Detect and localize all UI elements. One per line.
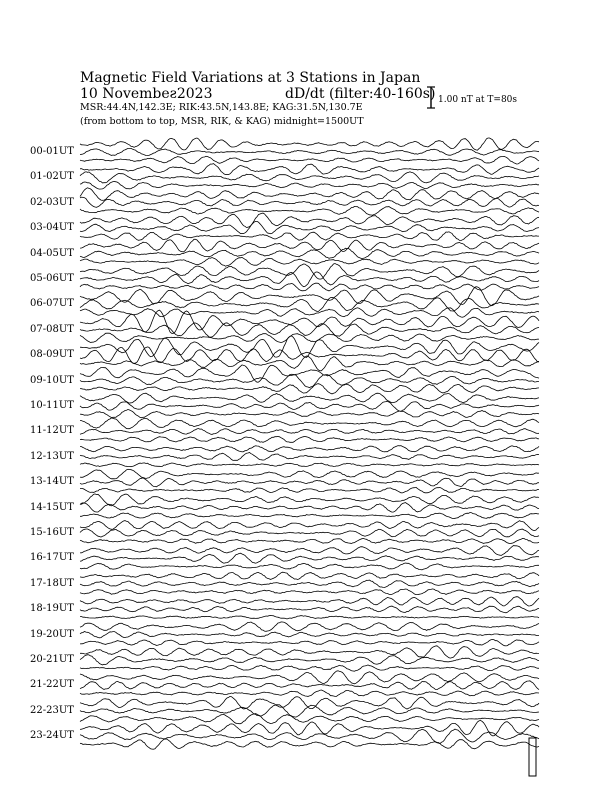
hour-label-11-12UT: 11-12UT [30,425,74,437]
trace-13-14UT-KAG [80,469,539,479]
trace-19-20UT-RIK [80,632,539,638]
trace-22-23UT-MSR [80,714,539,724]
hour-label-09-10UT: 09-10UT [30,374,74,386]
station-order-note: (from bottom to top, MSR, RIK, & KAG) midnight=1500UT [80,116,364,127]
trace-01-02UT-KAG [80,164,539,175]
trace-13-14UT-RIK [80,478,539,487]
trace-19-20UT-KAG [80,622,539,631]
trace-00-01UT-RIK [80,148,539,155]
trace-15-16UT-MSR [80,538,539,543]
trace-04-05UT-MSR [80,257,539,266]
trace-06-07UT-MSR [80,308,539,317]
trace-19-20UT-MSR [80,639,539,646]
hour-label-22-23UT: 22-23UT [30,704,74,716]
end-marker [529,738,536,776]
hour-label-05-06UT: 05-06UT [30,273,74,284]
hour-label-19-20UT: 19-20UT [30,628,74,640]
trace-09-10UT-RIK [80,374,539,387]
hour-label-10-11UT: 10-11UT [30,400,74,411]
stations-info: MSR:44.4N,142.3E; RIK:43.5N,143.8E; KAG:31.5N,130.7E [80,102,363,113]
hour-label-00-01UT: 00-01UT [30,146,74,157]
scale-bar [427,87,435,108]
hour-label-21-22UT: 21-22UT [30,679,74,691]
trace-11-12UT-MSR [80,437,539,443]
trace-04-05UT-KAG [80,239,539,252]
hour-label-17-18UT: 17-18UT [30,577,74,589]
trace-12-13UT-RIK [80,453,539,461]
trace-03-04UT-RIK [80,221,539,233]
trace-12-13UT-MSR [80,463,539,467]
trace-02-03UT-MSR [80,206,539,215]
scale-bar-label: 1.00 nT at T=80s [438,95,518,105]
trace-02-03UT-RIK [80,197,539,207]
trace-05-06UT-MSR [80,283,539,291]
trace-16-17UT-KAG [80,546,539,556]
trace-22-23UT-RIK [80,705,539,718]
hour-label-20-21UT: 20-21UT [30,654,74,665]
trace-10-11UT-MSR [80,409,539,417]
trace-03-04UT-MSR [80,232,539,241]
hour-label-01-02UT: 01-02UT [30,171,74,183]
hour-label-12-13UT: 12-13UT [30,450,74,462]
trace-07-08UT-RIK [80,323,539,337]
trace-20-21UT-RIK [80,655,539,665]
trace-07-08UT-KAG [80,310,539,333]
hour-label-23-24UT: 23-24UT [30,730,74,742]
hour-label-07-08UT: 07-08UT [30,323,74,335]
hour-label-18-19UT: 18-19UT [30,603,74,615]
trace-15-16UT-KAG [80,521,539,531]
trace-21-22UT-RIK [80,681,539,690]
trace-01-02UT-MSR [80,182,539,190]
hour-label-06-07UT: 06-07UT [30,298,74,310]
hour-label-13-14UT: 13-14UT [30,476,74,488]
trace-20-21UT-MSR [80,665,539,671]
hour-label-03-04UT: 03-04UT [30,222,74,234]
trace-00-01UT-MSR [80,156,539,164]
trace-13-14UT-MSR [80,487,539,493]
trace-20-21UT-KAG [80,646,539,658]
hour-label-02-03UT: 02-03UT [30,196,74,208]
trace-04-05UT-RIK [80,248,539,259]
trace-12-13UT-KAG [80,446,539,452]
trace-16-17UT-RIK [80,553,539,563]
trace-09-10UT-KAG [80,365,539,382]
trace-01-02UT-RIK [80,172,539,183]
hour-label-16-17UT: 16-17UT [30,552,74,564]
trace-21-22UT-KAG [80,671,539,684]
trace-10-11UT-RIK [80,401,539,411]
trace-15-16UT-RIK [80,529,539,537]
hour-label-08-09UT: 08-09UT [30,349,74,361]
trace-10-11UT-KAG [80,393,539,403]
trace-08-09UT-MSR [80,356,539,371]
hour-label-15-16UT: 15-16UT [30,527,74,538]
trace-23-24UT-RIK [80,729,539,744]
filter-label: dD/dt (filter:40-160s) [285,86,436,102]
hour-label-04-05UT: 04-05UT [30,247,74,259]
chart-title: Magnetic Field Variations at 3 Stations in Japan [80,70,421,86]
trace-18-19UT-RIK [80,606,539,613]
trace-14-15UT-KAG [80,494,539,506]
trace-11-12UT-KAG [80,418,539,429]
trace-14-15UT-MSR [80,513,539,519]
trace-21-22UT-MSR [80,690,539,696]
trace-05-06UT-RIK [80,272,539,287]
trace-09-10UT-MSR [80,384,539,394]
trace-23-24UT-KAG [80,720,539,735]
trace-17-18UT-KAG [80,572,539,579]
trace-22-23UT-KAG [80,696,539,709]
trace-16-17UT-MSR [80,563,539,570]
trace-06-07UT-KAG [80,287,539,306]
trace-17-18UT-MSR [80,589,539,595]
trace-05-06UT-KAG [80,264,539,280]
trace-03-04UT-KAG [80,213,539,227]
trace-00-01UT-KAG [80,138,539,150]
trace-23-24UT-MSR [80,739,539,749]
trace-18-19UT-MSR [80,616,539,620]
traces [80,138,539,749]
trace-11-12UT-RIK [80,429,539,435]
trace-14-15UT-RIK [80,503,539,512]
date-label: 10 Novembeƨ2023 [80,86,213,102]
trace-17-18UT-RIK [80,580,539,587]
trace-02-03UT-KAG [80,188,539,201]
trace-18-19UT-KAG [80,597,539,606]
hour-label-14-15UT: 14-15UT [30,501,74,513]
